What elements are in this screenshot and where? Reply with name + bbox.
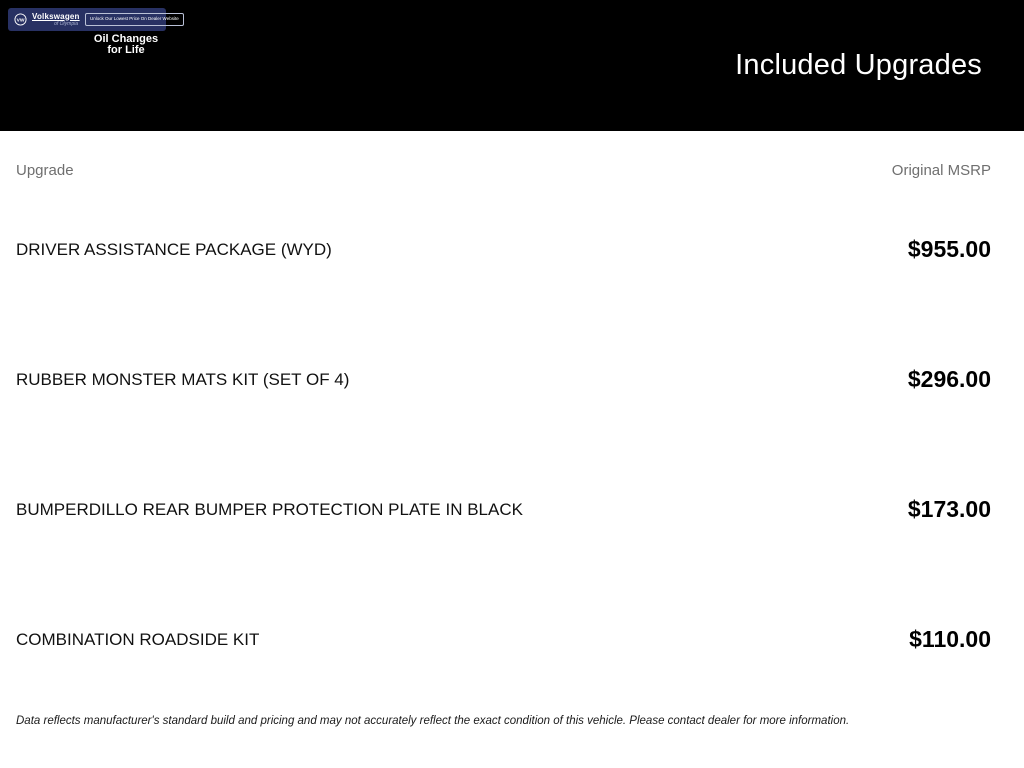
upgrade-name: RUBBER MONSTER MATS KIT (SET OF 4) bbox=[16, 369, 350, 389]
upgrades-list bbox=[0, 184, 1024, 704]
dealer-brand-name: Volkswagen bbox=[32, 11, 80, 21]
dealer-brand-sub: of Olympia bbox=[54, 20, 78, 27]
upgrade-name: COMBINATION ROADSIDE KIT bbox=[16, 629, 260, 649]
svg-text:VW: VW bbox=[16, 18, 25, 24]
vw-logo-icon bbox=[14, 13, 27, 26]
table-row bbox=[0, 444, 1024, 574]
upgrade-name: DRIVER ASSISTANCE PACKAGE (WYD) bbox=[16, 239, 332, 259]
column-header-msrp: Original MSRP bbox=[891, 162, 991, 179]
dealer-badge[interactable] bbox=[8, 8, 179, 31]
table-row bbox=[0, 184, 1024, 314]
dealer-brand-block bbox=[32, 13, 78, 27]
column-header-upgrade: Upgrade bbox=[16, 162, 74, 179]
page-title: Included Upgrades bbox=[735, 49, 982, 81]
upgrade-price: $173.00 bbox=[907, 495, 991, 522]
oil-changes-tagline bbox=[70, 34, 182, 56]
tagline-line-2: for Life bbox=[107, 44, 145, 56]
tagline-line-1: Oil Changes bbox=[93, 33, 159, 45]
table-row bbox=[0, 314, 1024, 444]
table-row bbox=[0, 574, 1024, 704]
disclaimer-text: Data reflects manufacturer's standard build and pricing and may not accurately reflect the exact condition of this vehicle. Please contact dealer for more information. bbox=[16, 715, 850, 727]
unlock-price-button[interactable]: Unlock Our Lowest Price On Dealer Website bbox=[85, 13, 184, 26]
upgrade-price: $296.00 bbox=[907, 365, 991, 392]
table-header-row bbox=[0, 131, 1024, 179]
upgrade-price: $955.00 bbox=[907, 235, 991, 262]
upgrade-price: $110.00 bbox=[909, 625, 991, 652]
hero-header bbox=[0, 0, 1024, 131]
upgrade-name: BUMPERDILLO REAR BUMPER PROTECTION PLATE IN BLACK bbox=[16, 499, 523, 519]
